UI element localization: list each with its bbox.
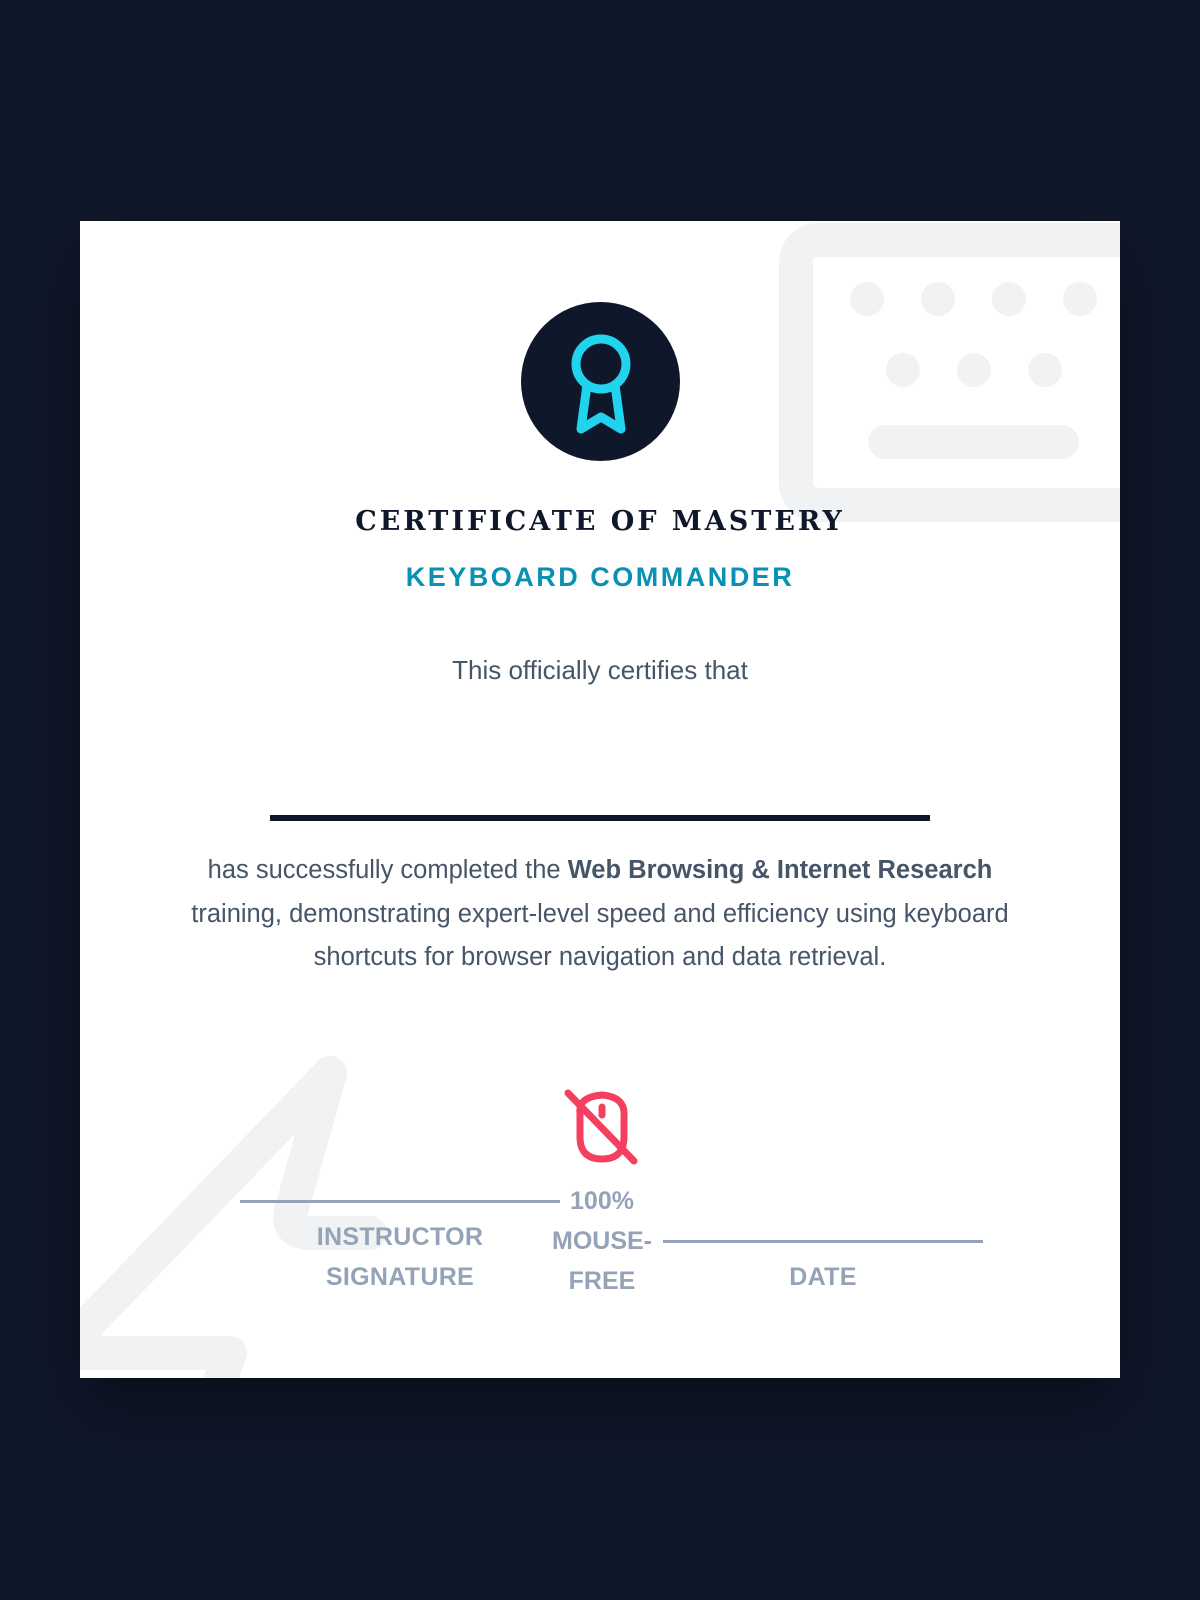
award-badge [521, 302, 680, 461]
completion-suffix: training, demonstrating expert-level speed and efficiency using keyboard shortcuts for browser navigation and data retrieval. [191, 899, 1009, 971]
date-line [663, 1240, 983, 1243]
certificate-card [80, 221, 1120, 1378]
mouse-free-label: 100% MOUSE-FREE [552, 1187, 652, 1295]
mouse-free-seal [542, 1087, 662, 1301]
course-name: Web Browsing & Internet Research [567, 856, 993, 884]
certifies-text: This officially certifies that [452, 655, 748, 685]
award-icon [553, 327, 649, 437]
completion-prefix: has successfully completed the [207, 856, 561, 884]
instructor-signature-block [240, 1200, 560, 1297]
certificate-title: CERTIFICATE OF MASTERY [355, 506, 845, 537]
recipient-name-line [270, 815, 930, 821]
instructor-signature-label: INSTRUCTOR SIGNATURE [316, 1223, 484, 1291]
mouse-off-icon [562, 1087, 642, 1167]
keyboard-icon [779, 223, 1120, 529]
certificate-subtitle: KEYBOARD COMMANDER [405, 562, 795, 592]
completion-text [160, 849, 1040, 980]
instructor-signature-line [240, 1200, 560, 1203]
date-block [663, 1240, 983, 1297]
date-label: DATE [789, 1263, 857, 1291]
